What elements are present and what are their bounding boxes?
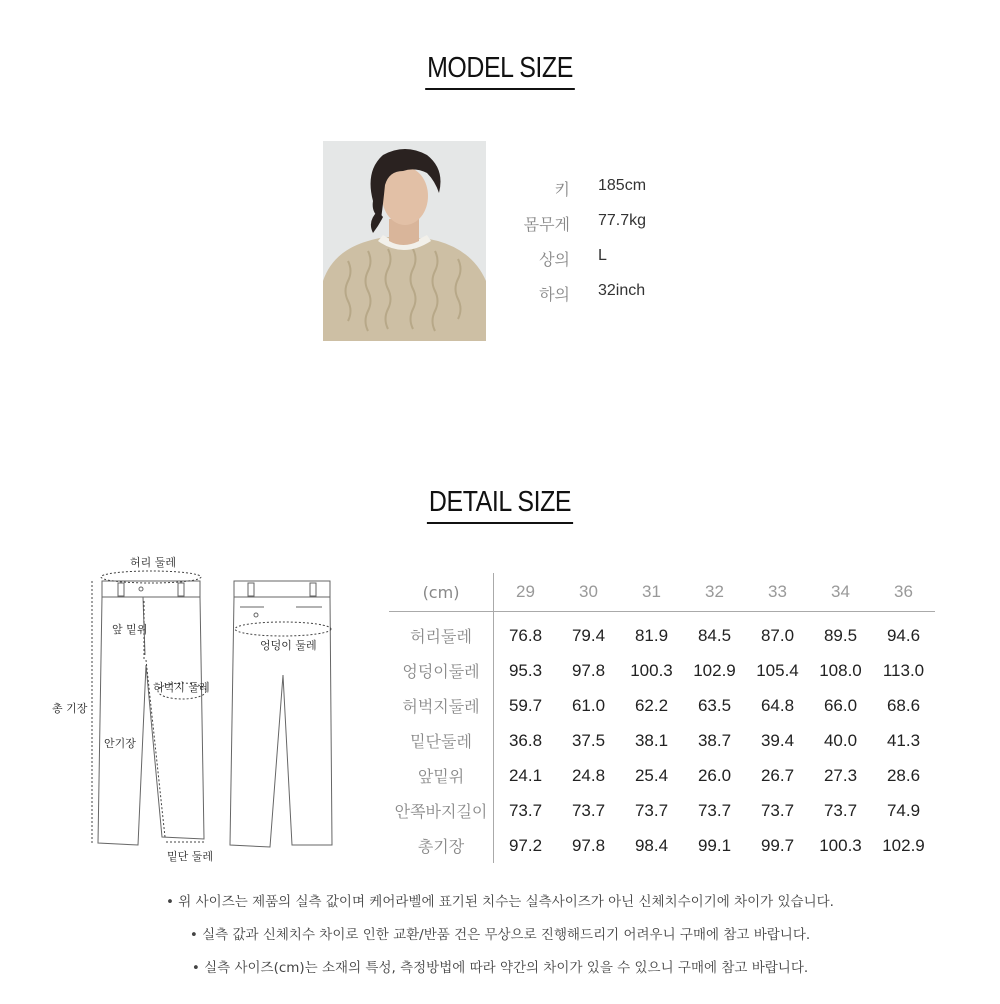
table-row xyxy=(389,723,935,758)
thigh-label: 허벅지 둘레 xyxy=(153,681,210,694)
table-cell: 73.7 xyxy=(634,800,669,820)
table-cell: 28.6 xyxy=(886,765,921,785)
table-cell: 105.4 xyxy=(756,660,799,680)
spec-value: 32inch xyxy=(598,282,646,299)
spec-label: 키 xyxy=(554,180,570,199)
detail-size-title xyxy=(70,486,930,524)
model-size-title-text: MODEL SIZE xyxy=(425,52,574,90)
table-cell: 73.7 xyxy=(760,800,795,820)
row-label: 엉덩이둘레 xyxy=(389,653,494,688)
note-item: • 실측 사이즈(cm)는 소재의 특성, 측정방법에 따라 약간의 차이가 있을 수 있으니 구매에 참고 바랍니다. xyxy=(191,960,809,976)
table-cell: 97.2 xyxy=(508,835,543,855)
model-photo-illustration xyxy=(323,141,486,341)
table-cell: 99.7 xyxy=(760,835,795,855)
size-header: 33 xyxy=(746,573,809,612)
table-cell: 95.3 xyxy=(508,660,543,680)
row-label: 밑단둘레 xyxy=(389,723,494,758)
row-label: 허벅지둘레 xyxy=(389,688,494,723)
table-cell: 24.1 xyxy=(508,765,543,785)
row-label: 허리둘레 xyxy=(389,612,494,654)
table-row xyxy=(389,793,935,828)
table-cell: 97.8 xyxy=(571,835,606,855)
model-spec-list xyxy=(500,177,720,317)
detail-size-title-text: DETAIL SIZE xyxy=(427,486,573,524)
row-label: 총기장 xyxy=(389,828,494,863)
table-cell: 61.0 xyxy=(571,695,606,715)
table-cell: 79.4 xyxy=(571,625,606,645)
model-spec-bottom xyxy=(500,282,720,317)
table-cell: 41.3 xyxy=(886,730,921,750)
hem-label: 밑단 둘레 xyxy=(167,850,214,863)
table-cell: 76.8 xyxy=(508,625,543,645)
pants-measurement-diagram xyxy=(40,545,360,875)
size-header: 29 xyxy=(494,573,558,612)
table-cell: 89.5 xyxy=(823,625,858,645)
front-rise-label: 앞 밑위 xyxy=(112,623,148,636)
table-cell: 38.7 xyxy=(697,730,732,750)
table-cell: 73.7 xyxy=(823,800,858,820)
table-cell: 62.2 xyxy=(634,695,669,715)
table-row xyxy=(389,758,935,793)
table-cell: 102.9 xyxy=(882,835,925,855)
table-cell: 73.7 xyxy=(571,800,606,820)
pants-outline-drawing xyxy=(40,545,360,875)
table-cell: 26.7 xyxy=(760,765,795,785)
table-cell: 64.8 xyxy=(760,695,795,715)
size-header: 30 xyxy=(557,573,620,612)
table-cell: 40.0 xyxy=(823,730,858,750)
model-spec-top xyxy=(500,247,720,282)
table-cell: 73.7 xyxy=(508,800,543,820)
note-item: • 실측 값과 신체치수 차이로 인한 교환/반품 건은 무상으로 진행해드리기 어려우니 구매에 참고 바랍니다. xyxy=(189,927,811,943)
table-cell: 97.8 xyxy=(571,660,606,680)
model-spec-height xyxy=(500,177,720,212)
spec-value: 185cm xyxy=(598,177,647,194)
spec-label: 하의 xyxy=(539,285,570,304)
unit-header: (cm) xyxy=(389,573,494,612)
table-cell: 108.0 xyxy=(819,660,862,680)
table-cell: 74.9 xyxy=(886,800,921,820)
model-spec-weight xyxy=(500,212,720,247)
model-photo xyxy=(323,141,486,341)
waist-label: 허리 둘레 xyxy=(130,556,177,569)
table-cell: 87.0 xyxy=(760,625,795,645)
table-cell: 94.6 xyxy=(886,625,921,645)
total-length-label: 총 기장 xyxy=(52,702,88,715)
table-cell: 73.7 xyxy=(697,800,732,820)
table-cell: 39.4 xyxy=(760,730,795,750)
size-header: 32 xyxy=(683,573,746,612)
table-cell: 84.5 xyxy=(697,625,732,645)
size-header: 31 xyxy=(620,573,683,612)
table-cell: 99.1 xyxy=(697,835,732,855)
spec-value: L xyxy=(598,247,607,264)
size-table-header-row xyxy=(389,573,935,612)
table-row xyxy=(389,653,935,688)
table-cell: 63.5 xyxy=(697,695,732,715)
table-cell: 66.0 xyxy=(823,695,858,715)
table-cell: 68.6 xyxy=(886,695,921,715)
size-header: 36 xyxy=(872,573,935,612)
table-cell: 113.0 xyxy=(882,660,925,680)
table-cell: 59.7 xyxy=(508,695,543,715)
table-cell: 98.4 xyxy=(634,835,669,855)
table-cell: 24.8 xyxy=(571,765,606,785)
table-cell: 25.4 xyxy=(634,765,669,785)
note-item: • 위 사이즈는 제품의 실측 값이며 케어라벨에 표기된 치수는 실측사이즈가 아닌 신체치수이기에 차이가 있습니다. xyxy=(166,894,834,910)
table-cell: 26.0 xyxy=(697,765,732,785)
table-cell: 102.9 xyxy=(693,660,736,680)
row-label: 안쪽바지길이 xyxy=(389,793,494,828)
size-header: 34 xyxy=(809,573,872,612)
size-notes xyxy=(0,891,1000,990)
table-row xyxy=(389,612,935,654)
spec-label: 몸무게 xyxy=(523,215,570,234)
table-row xyxy=(389,828,935,863)
hip-label: 엉덩이 둘레 xyxy=(260,639,317,652)
table-cell: 27.3 xyxy=(823,765,858,785)
table-cell: 37.5 xyxy=(571,730,606,750)
model-size-title xyxy=(70,52,930,90)
table-cell: 81.9 xyxy=(634,625,669,645)
spec-value: 77.7kg xyxy=(598,212,647,229)
table-row xyxy=(389,688,935,723)
size-table xyxy=(389,573,935,863)
table-cell: 38.1 xyxy=(634,730,669,750)
table-cell: 100.3 xyxy=(819,835,862,855)
table-cell: 36.8 xyxy=(508,730,543,750)
inseam-label: 안기장 xyxy=(104,737,136,750)
table-cell: 100.3 xyxy=(630,660,673,680)
row-label: 앞밑위 xyxy=(389,758,494,793)
spec-label: 상의 xyxy=(539,250,570,269)
